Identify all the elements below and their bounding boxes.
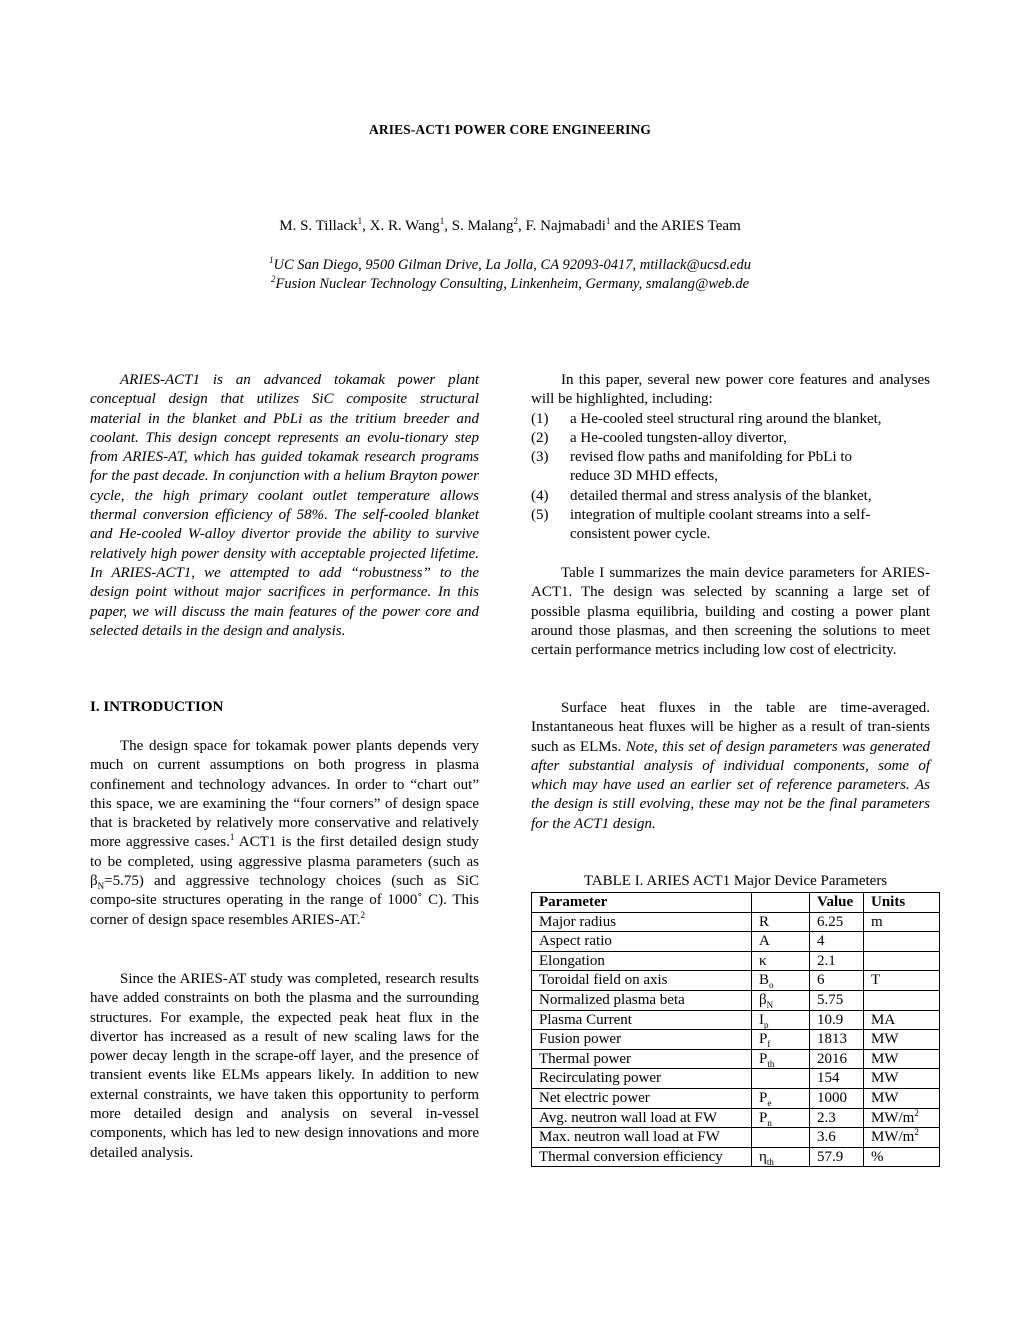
symbol-subscript: f bbox=[767, 1039, 771, 1050]
affiliation-text: UC San Diego, 9500 Gilman Drive, La Jolla, CA 92093-0417, mtillack@ucsd.edu bbox=[273, 257, 751, 273]
param-symbol bbox=[752, 932, 810, 952]
param-value: 2.1 bbox=[810, 951, 864, 971]
author: S. Malang bbox=[451, 218, 514, 234]
param-name: Fusion power bbox=[532, 1030, 752, 1050]
authors-tail: and the ARIES Team bbox=[610, 218, 741, 234]
param-symbol bbox=[752, 1108, 810, 1128]
param-name: Max. neutron wall load at FW bbox=[532, 1128, 752, 1148]
list-number: (5) bbox=[531, 507, 549, 524]
list-item bbox=[531, 410, 930, 429]
param-symbol bbox=[752, 1147, 810, 1167]
param-unit bbox=[864, 1010, 940, 1030]
unit-text: T bbox=[871, 972, 881, 989]
param-value: 6.25 bbox=[810, 912, 864, 932]
param-name: Recirculating power bbox=[532, 1069, 752, 1089]
symbol-text: η bbox=[759, 1148, 767, 1165]
unit-superscript: 2 bbox=[914, 1127, 919, 1138]
header-parameter: Parameter bbox=[532, 893, 752, 913]
symbol-text: I bbox=[759, 1011, 764, 1028]
symbol-text: κ bbox=[759, 952, 767, 969]
param-symbol bbox=[752, 1128, 810, 1148]
header-units: Units bbox=[864, 893, 940, 913]
list-number: (3) bbox=[531, 449, 549, 466]
citation-2: 2 bbox=[360, 909, 365, 920]
symbol-text: R bbox=[759, 913, 770, 930]
header-value: Value bbox=[810, 893, 864, 913]
list-item bbox=[531, 506, 930, 545]
symbol-text: P bbox=[759, 1109, 768, 1126]
list-text: revised flow paths and manifolding for PbLi to reduce 3D MHD effects, bbox=[570, 449, 853, 485]
param-name: Toroidal field on axis bbox=[532, 971, 752, 991]
author: X. R. Wang bbox=[369, 218, 440, 234]
param-name: Elongation bbox=[532, 951, 752, 971]
author-affiliation-mark: 2 bbox=[513, 216, 518, 226]
param-unit bbox=[864, 1108, 940, 1128]
parameters-table bbox=[531, 892, 940, 1167]
list-number: (1) bbox=[531, 410, 549, 427]
symbol-subscript: e bbox=[767, 1097, 772, 1108]
paragraph-text: Table I summarizes the main device parameters for ARIES-ACT1. The design was selected by scanning a large set of possible plasma equilibria, building and costing a power plant around those plasmas, and then screening the solutions to meet certain performance metrics including low cost of electricity. bbox=[531, 565, 930, 659]
abstract-text: ARIES-ACT1 is an advanced tokamak power plant conceptual design that utilizes SiC composite structural material in the blanket and PbLi as the tritium breeder and coolant. This design concept represents an evolu-tionary step from ARIES-AT, which has guided tokamak research programs for the past decade. In conjunction with a helium Brayton power cycle, the high primary coolant outlet temperature allows thermal conversion efficiency of 58%. The self-cooled blanket and He-cooled W-alloy divertor provide the ability to survive relatively high power density with acceptable projected lifetime. In ARIES-ACT1, we attempted to add “robustness” to the design point without major sacrifices in performance. In this paper, we will discuss the main features of the power core and selected details in the design and analysis. bbox=[90, 372, 479, 639]
table-row bbox=[532, 1010, 940, 1030]
beta-symbol: β bbox=[90, 873, 98, 890]
param-symbol bbox=[752, 1069, 810, 1089]
author: F. Najmabadi bbox=[525, 218, 606, 234]
list-text: a He-cooled tungsten-alloy divertor, bbox=[570, 429, 787, 446]
param-name: Plasma Current bbox=[532, 1010, 752, 1030]
symbol-subscript: N bbox=[766, 999, 774, 1010]
unit-text: MW/m bbox=[871, 1109, 915, 1126]
unit-text: MW bbox=[871, 1031, 899, 1048]
list-item bbox=[531, 487, 930, 506]
table-row bbox=[532, 951, 940, 971]
intro-text-a: The design space for tokamak power plants depends very much on current assumptions on both progress in plasma confinement and technology advances. In order to “chart out” this space, we are examining the “four corners” of design space that is bracketed by relatively more conservative and relatively more aggressive cases. bbox=[90, 738, 479, 851]
symbol-text: P bbox=[759, 1089, 768, 1106]
param-symbol bbox=[752, 1049, 810, 1069]
param-unit bbox=[864, 912, 940, 932]
right-paragraph-1 bbox=[531, 371, 930, 545]
author-affiliation-mark: 1 bbox=[357, 216, 363, 226]
table-header-row bbox=[532, 893, 940, 913]
list-text: a He-cooled steel structural ring around the blanket, bbox=[570, 410, 882, 427]
param-unit bbox=[864, 1049, 940, 1069]
list-number: (2) bbox=[531, 429, 549, 446]
symbol-text: β bbox=[759, 991, 767, 1008]
param-name: Thermal power bbox=[532, 1049, 752, 1069]
author-list: M. S. Tillack$^1$, X. R. Wang$^1$, S. Malang$^2$, F. Najmabadi$^1$ and the ARIES Team bbox=[279, 216, 741, 234]
table-caption: TABLE I. ARIES ACT1 Major Device Parameters bbox=[583, 873, 888, 889]
param-unit bbox=[864, 932, 940, 952]
affiliation bbox=[0, 257, 1020, 274]
right-paragraph-2 bbox=[531, 564, 930, 660]
unit-text: MA bbox=[871, 1011, 896, 1028]
param-value: 1000 bbox=[810, 1088, 864, 1108]
param-name: Net electric power bbox=[532, 1088, 752, 1108]
table-row bbox=[532, 1128, 940, 1148]
symbol-text: B bbox=[759, 972, 770, 989]
table-row bbox=[532, 932, 940, 952]
table-row bbox=[532, 1030, 940, 1050]
section-heading: I. INTRODUCTION bbox=[90, 699, 224, 715]
intro-paragraph-text: Since the ARIES-AT study was completed, research results have added constraints on both the plasma and the surrounding structures. For example, the expected peak heat flux in the divertor has increased as a result of new scaling laws for the power decay length in the scrape-off layer, and the presence of transient events like ELMs appears likely. In addition to new external constraints, we have taken this opportunity to perform more detailed design and analysis on several in-vessel components, which has led to new design innovations and more detailed analysis. bbox=[90, 971, 479, 1161]
param-unit bbox=[864, 1030, 940, 1050]
author-affiliation-mark: 1 bbox=[605, 216, 611, 226]
intro-text-b: ACT1 is the first detailed design study to be completed, using aggressive plasma parameters (such as bbox=[90, 834, 480, 870]
paragraph-italic-note: Note, this set of design parameters was generated after substantial analysis of individual components, some of which may have used an earlier set of reference parameters. As the design is still evolving, these may not be the final parameters for the ACT1 design. bbox=[531, 738, 930, 832]
author: M. S. Tillack bbox=[279, 218, 358, 234]
unit-text: MW bbox=[871, 1070, 899, 1087]
paragraph-text bbox=[531, 699, 930, 834]
right-paragraph-3 bbox=[531, 699, 930, 834]
param-name: Avg. neutron wall load at FW bbox=[532, 1108, 752, 1128]
symbol-subscript: th bbox=[767, 1058, 775, 1069]
param-unit bbox=[864, 971, 940, 991]
intro-paragraph-text bbox=[90, 737, 479, 930]
symbol-text: P bbox=[759, 1031, 768, 1048]
list-item bbox=[531, 429, 930, 448]
unit-text: MW bbox=[871, 1050, 899, 1067]
table-row bbox=[532, 1069, 940, 1089]
table-row bbox=[532, 1108, 940, 1128]
affiliation-text: Fusion Nuclear Technology Consulting, Linkenheim, Germany, smalang@web.de bbox=[275, 276, 750, 292]
param-symbol bbox=[752, 1030, 810, 1050]
param-value: 10.9 bbox=[810, 1010, 864, 1030]
param-value: 1813 bbox=[810, 1030, 864, 1050]
param-symbol bbox=[752, 1088, 810, 1108]
param-symbol bbox=[752, 1010, 810, 1030]
unit-text: m bbox=[871, 913, 883, 930]
param-unit bbox=[864, 1088, 940, 1108]
table-row bbox=[532, 990, 940, 1010]
table-row bbox=[532, 912, 940, 932]
paper-title: ARIES-ACT1 POWER CORE ENGINEERING bbox=[369, 122, 651, 137]
list-number: (4) bbox=[531, 487, 549, 504]
unit-text: % bbox=[871, 1148, 884, 1165]
table-row bbox=[532, 1088, 940, 1108]
param-value: 57.9 bbox=[810, 1147, 864, 1167]
param-unit bbox=[864, 990, 940, 1010]
param-value: 4 bbox=[810, 932, 864, 952]
citation-1: 1 bbox=[229, 832, 235, 843]
list-text: detailed thermal and stress analysis of the blanket, bbox=[570, 487, 872, 504]
intro-text-c: =5.75) and aggressive technology choices (such as SiC compo-site structures operating in the range of 1000˚ C). This corner of design space resembles ARIES-AT. bbox=[90, 873, 479, 928]
abstract bbox=[90, 371, 479, 641]
param-value: 154 bbox=[810, 1069, 864, 1089]
beta-subscript: N bbox=[97, 881, 105, 892]
param-name: Thermal conversion efficiency bbox=[532, 1147, 752, 1167]
table-row bbox=[532, 1147, 940, 1167]
param-symbol bbox=[752, 990, 810, 1010]
affiliation bbox=[0, 276, 1020, 293]
param-unit bbox=[864, 1128, 940, 1148]
symbol-text: P bbox=[759, 1050, 768, 1067]
highlights-list bbox=[531, 410, 930, 545]
param-symbol bbox=[752, 951, 810, 971]
list-item bbox=[531, 448, 930, 487]
header-symbol bbox=[752, 893, 810, 913]
param-value: 2.3 bbox=[810, 1108, 864, 1128]
affiliation-number: 2 bbox=[270, 274, 276, 285]
symbol-subscript: p bbox=[764, 1019, 769, 1030]
param-unit bbox=[864, 1147, 940, 1167]
symbol-subscript: th bbox=[766, 1156, 774, 1167]
table-row bbox=[532, 1049, 940, 1069]
list-text: integration of multiple coolant streams into a self-consistent power cycle. bbox=[570, 507, 871, 543]
param-value: 5.75 bbox=[810, 990, 864, 1010]
param-name: Major radius bbox=[532, 912, 752, 932]
param-name: Normalized plasma beta bbox=[532, 990, 752, 1010]
param-unit bbox=[864, 1069, 940, 1089]
unit-text: MW bbox=[871, 1089, 899, 1106]
affiliation-number: 1 bbox=[269, 255, 274, 266]
param-symbol bbox=[752, 912, 810, 932]
unit-superscript: 2 bbox=[914, 1107, 919, 1118]
symbol-subscript: n bbox=[767, 1117, 772, 1128]
symbol-subscript: o bbox=[769, 980, 774, 991]
param-value: 6 bbox=[810, 971, 864, 991]
unit-text: MW/m bbox=[871, 1129, 915, 1146]
paragraph-normal-text: Surface heat fluxes in the table are time-averaged. Instantaneous heat fluxes will be higher as a result of tran-sients such as ELMs. bbox=[531, 700, 930, 755]
param-symbol bbox=[752, 971, 810, 991]
paragraph-text: In this paper, several new power core features and analyses will be highlighted, including: bbox=[531, 372, 930, 408]
intro-paragraph-1 bbox=[90, 737, 479, 930]
table-row bbox=[532, 971, 940, 991]
author-affiliation-mark: 1 bbox=[439, 216, 445, 226]
param-unit bbox=[864, 951, 940, 971]
param-value: 3.6 bbox=[810, 1128, 864, 1148]
param-value: 2016 bbox=[810, 1049, 864, 1069]
symbol-text: A bbox=[759, 933, 770, 950]
param-name: Aspect ratio bbox=[532, 932, 752, 952]
intro-paragraph-2 bbox=[90, 970, 479, 1163]
